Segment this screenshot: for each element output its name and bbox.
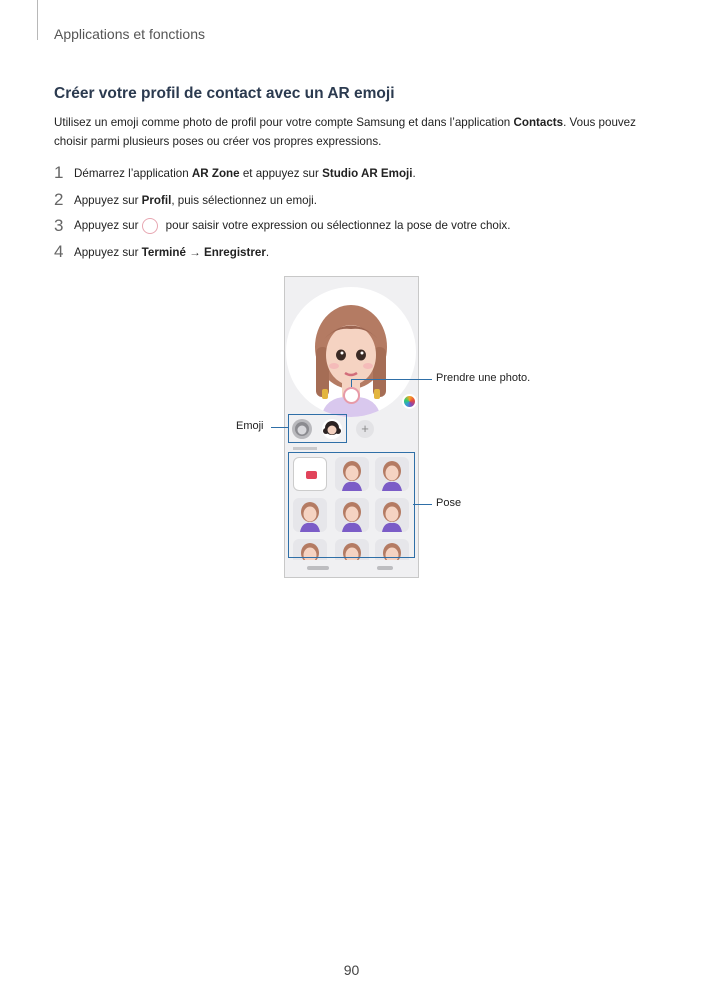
step-3 bbox=[54, 216, 510, 236]
section-label-bar bbox=[293, 447, 317, 450]
step-number: 2 bbox=[54, 190, 64, 209]
step-4 bbox=[54, 242, 269, 262]
emoji-callout-label: Emoji bbox=[236, 420, 264, 432]
done-button[interactable] bbox=[377, 566, 393, 570]
bottom-action-bar bbox=[285, 560, 418, 577]
step-bold: Terminé bbox=[141, 245, 186, 259]
step-bold: Enregistrer bbox=[203, 245, 266, 259]
step-text: Appuyez sur bbox=[74, 193, 142, 207]
emoji-callout-line bbox=[271, 427, 288, 428]
step-number: 1 bbox=[54, 163, 64, 182]
emoji-callout-box bbox=[288, 414, 347, 443]
step-text: Démarrez l’application bbox=[74, 166, 192, 180]
section-header: Applications et fonctions bbox=[54, 26, 205, 42]
step-text: . bbox=[412, 166, 416, 180]
step-1 bbox=[54, 163, 416, 183]
photo-callout-label: Prendre une photo. bbox=[436, 372, 531, 384]
arrow-glyph: → bbox=[185, 245, 204, 259]
step-bold: Profil bbox=[141, 193, 172, 207]
step-text: . bbox=[265, 245, 270, 259]
capture-button[interactable] bbox=[343, 387, 360, 404]
step-number: 4 bbox=[54, 242, 64, 261]
step-number: 3 bbox=[54, 216, 64, 235]
pose-callout-label: Pose bbox=[436, 497, 462, 509]
step-2 bbox=[54, 190, 317, 210]
intro-paragraph bbox=[54, 113, 654, 151]
intro-text-2: . Vous pouvez choisir parmi plusieurs poses ou créer vos propres expressions. bbox=[54, 116, 636, 148]
step-text: pour saisir votre expression ou sélectionnez la pose de votre choix. bbox=[162, 219, 511, 233]
intro-bold-contacts: Contacts bbox=[513, 116, 564, 129]
add-emoji-button[interactable]: + bbox=[356, 420, 374, 438]
page-title: Créer votre profil de contact avec un AR emoji bbox=[54, 85, 395, 102]
step-bold: AR Zone bbox=[191, 166, 240, 180]
record-circle-icon bbox=[142, 218, 158, 234]
step-text: Appuyez sur bbox=[74, 245, 142, 259]
cancel-button[interactable] bbox=[307, 566, 329, 570]
intro-text-1: Utilisez un emoji comme photo de profil pour votre compte Samsung et dans l’application bbox=[54, 116, 514, 129]
corner-rule bbox=[37, 0, 38, 40]
photo-callout-line bbox=[351, 379, 432, 380]
color-palette-icon[interactable] bbox=[402, 394, 417, 409]
step-bold: Studio AR Emoji bbox=[322, 166, 413, 180]
page-number: 90 bbox=[343, 962, 360, 978]
step-text: , puis sélectionnez un emoji. bbox=[171, 193, 317, 207]
photo-callout-line-vertical bbox=[351, 380, 352, 387]
pose-callout-box bbox=[288, 452, 415, 558]
step-text: et appuyez sur bbox=[239, 166, 323, 180]
step-text: Appuyez sur bbox=[74, 219, 139, 233]
pose-callout-line bbox=[413, 504, 432, 505]
